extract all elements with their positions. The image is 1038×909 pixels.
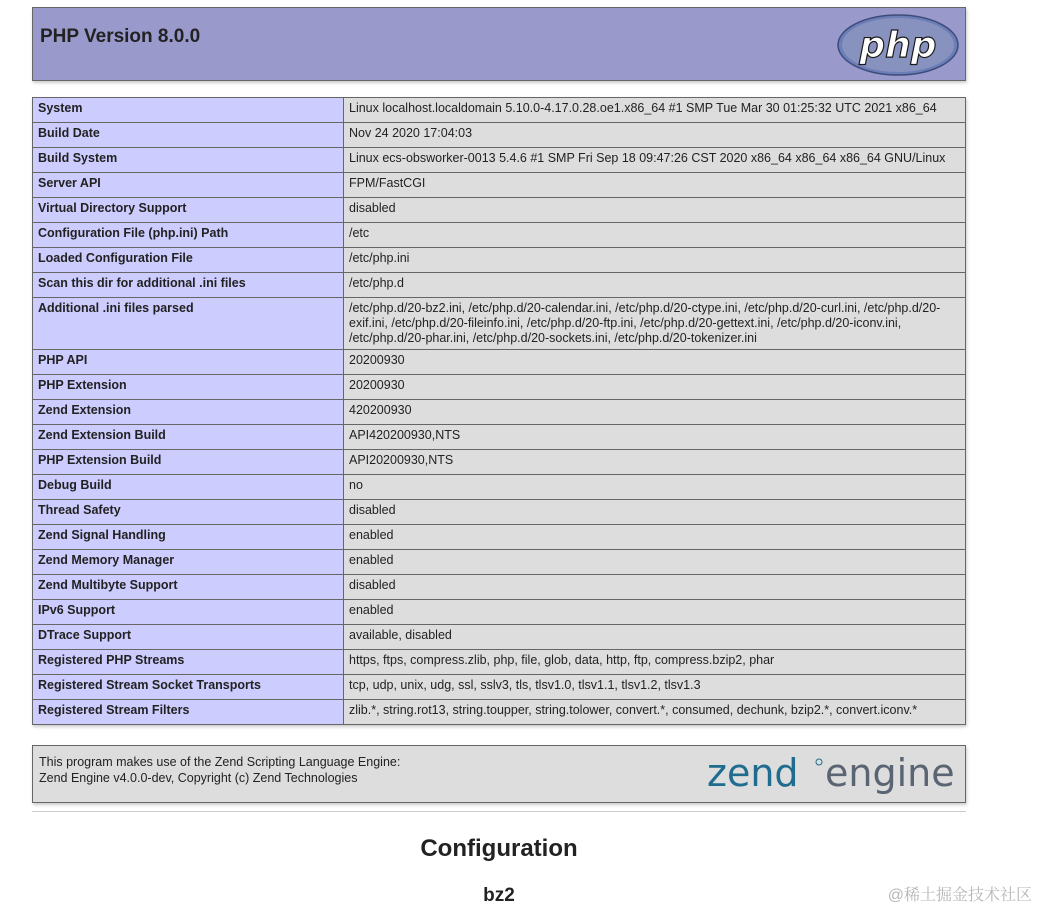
table-row	[33, 173, 966, 198]
row-key: Scan this dir for additional .ini files	[33, 273, 344, 298]
row-key: System	[33, 98, 344, 123]
watermark-text: @稀土掘金技术社区	[887, 887, 1032, 904]
row-key: Zend Extension Build	[33, 425, 344, 450]
table-row	[33, 500, 966, 525]
row-value: FPM/FastCGI	[344, 173, 966, 198]
table-row	[33, 123, 966, 148]
row-value: Linux localhost.localdomain 5.10.0-4.17.0.28.oe1.x86_64 #1 SMP Tue Mar 30 01:25:32 UTC 2021 x86_64	[344, 98, 966, 123]
zend-logo-word: zend	[707, 752, 799, 795]
row-value: enabled	[344, 525, 966, 550]
row-key: Zend Extension	[33, 400, 344, 425]
table-row	[33, 400, 966, 425]
row-value: zlib.*, string.rot13, string.toupper, string.tolower, convert.*, consumed, dechunk, bzip2.*, convert.iconv.*	[344, 700, 966, 725]
php-logo-text: php	[859, 25, 937, 66]
row-value: API20200930,NTS	[344, 450, 966, 475]
row-key: Zend Signal Handling	[33, 525, 344, 550]
table-row	[33, 425, 966, 450]
table-row	[33, 248, 966, 273]
row-key: Virtual Directory Support	[33, 198, 344, 223]
row-value: /etc	[344, 223, 966, 248]
row-value: 20200930	[344, 350, 966, 375]
row-key: Thread Safety	[33, 500, 344, 525]
table-row	[33, 198, 966, 223]
table-row	[33, 98, 966, 123]
row-key: Registered PHP Streams	[33, 650, 344, 675]
row-value: enabled	[344, 550, 966, 575]
row-key: Loaded Configuration File	[33, 248, 344, 273]
row-value: Nov 24 2020 17:04:03	[344, 123, 966, 148]
engine-logo-word: engine	[825, 752, 955, 795]
row-key: PHP Extension Build	[33, 450, 344, 475]
page-title: PHP Version 8.0.0	[40, 26, 201, 47]
row-value: 20200930	[344, 375, 966, 400]
row-key: Registered Stream Socket Transports	[33, 675, 344, 700]
zend-engine-logo-icon[interactable]	[707, 752, 959, 802]
row-key: Configuration File (php.ini) Path	[33, 223, 344, 248]
row-key: Build Date	[33, 123, 344, 148]
phpinfo-container	[32, 7, 966, 81]
row-key: Build System	[33, 148, 344, 173]
table-row	[33, 148, 966, 173]
row-key: PHP API	[33, 350, 344, 375]
row-value: Linux ecs-obsworker-0013 5.4.6 #1 SMP Fri Sep 18 09:47:26 CST 2020 x86_64 x86_64 x86_64 GNU/Linux	[344, 148, 966, 173]
table-row	[33, 575, 966, 600]
php-logo-icon[interactable]	[837, 14, 959, 76]
table-row	[33, 700, 966, 725]
row-key: Zend Memory Manager	[33, 550, 344, 575]
row-key: IPv6 Support	[33, 600, 344, 625]
zend-credits-line2: Zend Engine v4.0.0-dev, Copyright (c) Zend Technologies	[39, 771, 358, 785]
system-info-table	[32, 97, 966, 725]
row-value: disabled	[344, 500, 966, 525]
zend-credits-text	[39, 754, 400, 786]
row-value: disabled	[344, 198, 966, 223]
row-key: Server API	[33, 173, 344, 198]
table-row	[33, 550, 966, 575]
row-key: Zend Multibyte Support	[33, 575, 344, 600]
zend-credits-line1: This program makes use of the Zend Scripting Language Engine:	[39, 755, 401, 769]
row-value: no	[344, 475, 966, 500]
table-row	[33, 475, 966, 500]
zend-credits-box	[32, 745, 966, 803]
table-row	[33, 350, 966, 375]
row-value: API420200930,NTS	[344, 425, 966, 450]
module-heading-bz2: bz2	[483, 885, 515, 906]
row-value: tcp, udp, unix, udg, ssl, sslv3, tls, tlsv1.0, tlsv1.1, tlsv1.2, tlsv1.3	[344, 675, 966, 700]
row-value: /etc/php.d	[344, 273, 966, 298]
row-key: PHP Extension	[33, 375, 344, 400]
row-value: /etc/php.ini	[344, 248, 966, 273]
table-row	[33, 223, 966, 248]
row-value: disabled	[344, 575, 966, 600]
version-header	[32, 7, 966, 81]
row-key: Debug Build	[33, 475, 344, 500]
table-row	[33, 625, 966, 650]
row-key: Additional .ini files parsed	[33, 298, 344, 350]
table-row	[33, 650, 966, 675]
row-key: DTrace Support	[33, 625, 344, 650]
row-value: enabled	[344, 600, 966, 625]
table-row	[33, 675, 966, 700]
table-row	[33, 600, 966, 625]
row-value: available, disabled	[344, 625, 966, 650]
row-key: Registered Stream Filters	[33, 700, 344, 725]
row-value: 420200930	[344, 400, 966, 425]
table-row	[33, 375, 966, 400]
table-row	[33, 525, 966, 550]
section-divider	[32, 811, 966, 812]
row-value: /etc/php.d/20-bz2.ini, /etc/php.d/20-calendar.ini, /etc/php.d/20-ctype.ini, /etc/php.d/20-curl.ini, /etc/php.d/20-exif.ini, /etc/php.d/20-fileinfo.ini, /etc/php.d/20-ftp.ini, /etc/php.d/20-gettext.ini, /etc/php.d/20-iconv.ini, /etc/php.d/20-phar.ini, /etc/php.d/20-sockets.ini, /etc/php.d/20-tokenizer.ini	[344, 298, 966, 350]
row-value: https, ftps, compress.zlib, php, file, glob, data, http, ftp, compress.bzip2, phar	[344, 650, 966, 675]
table-row	[33, 273, 966, 298]
table-row	[33, 298, 966, 350]
table-row	[33, 450, 966, 475]
configuration-heading: Configuration	[420, 835, 578, 862]
